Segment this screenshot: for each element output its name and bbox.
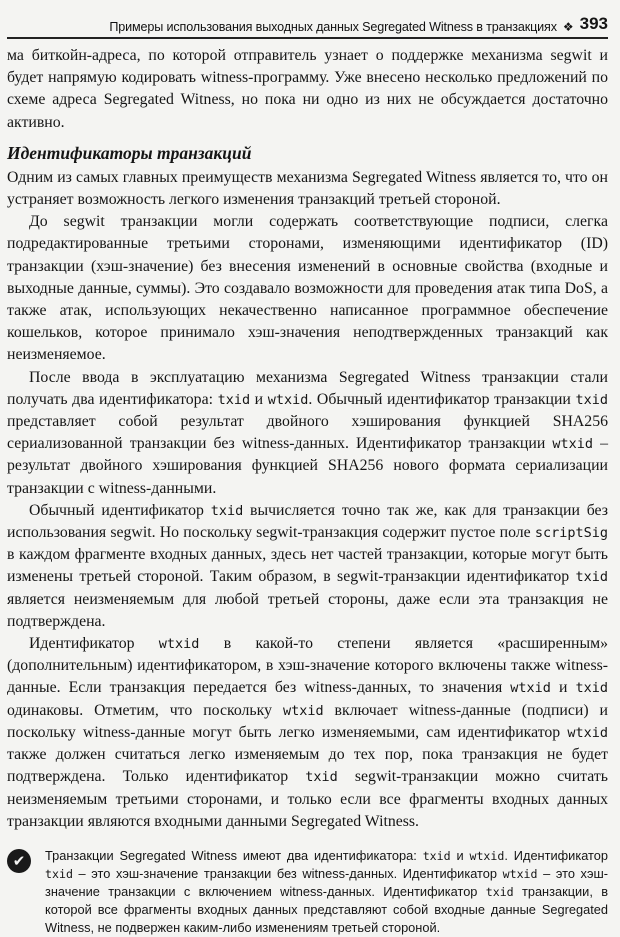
code-txid: txid (575, 391, 608, 408)
text-run: segwit-транзакции можно считать неизменяемым третьими сторонами, и только если все фрагменты входных данных транзакции являются входными данными Segregated Witness. (7, 768, 608, 830)
text-run: представляет собой результат двойного хэширования функцией SHA256 сериализованной транзакции без witness-данных. Идентификатор транзакции (7, 413, 608, 453)
text-run: в каждом фрагменте входных данных, здесь нет частей транзакции, которые могут быть изменены третьей стороной. Таким образом, в segwit-транзакции идентификатор (7, 546, 608, 586)
code-txid: txid (575, 680, 609, 697)
code-wtxid: wtxid (552, 436, 594, 453)
code-wtxid: wtxid (267, 391, 309, 408)
text-run: и (250, 390, 268, 408)
text-run: Обычный идентификатор (29, 501, 211, 519)
paragraph-two-identifiers (7, 367, 608, 500)
code-txid: txid (210, 502, 244, 519)
code-wtxid: wtxid (282, 702, 324, 719)
page-header (7, 0, 608, 39)
text-run: – это хэш-значение транзакции с включением witness-данных. Идентификатор (45, 865, 608, 899)
text-run: и (450, 847, 470, 863)
text-run: – это хэш-значение транзакции без witness-данных. Идентификатор (72, 865, 503, 881)
code-wtxid: wtxid (469, 848, 505, 863)
tip-note-text (45, 847, 608, 937)
code-scriptsig: scriptSig (534, 525, 608, 542)
text-run: транзакции, в которой все фрагменты входных данных представляют собой входные данные Segregated Witness, не подвержен каким-либо изменениям третьей стороной. (45, 883, 608, 935)
body-text (7, 45, 608, 833)
paragraph-wtxid (7, 633, 608, 833)
paragraph-pre-segwit: До segwit транзакции могли содержать соответствующие подписи, слегка подредактированные третьими сторонами, изменяющими идентификатор (ID) транзакции (хэш-значение) без внесения изменений в основные свойства (входные и выходные данные, суммы). Это создавало возможности для проведения атак типа DoS, а также атак, использующих некачественно написанное программное обеспечение кошельков, которое принимало хэш-значения неподтвержденных транзакций как неизменяемое. (7, 213, 608, 364)
text-run: включает witness-данные (подписи) и поскольку witness-данные могут быть легко изменяемыми, сам идентификатор (7, 701, 608, 741)
text-run: После ввода в эксплуатацию механизма Segregated Witness транзакции стали получать два идентификатора: (7, 368, 608, 408)
code-wtxid: wtxid (567, 724, 608, 741)
text-run: одинаковы. Отметим, что поскольку (7, 701, 283, 719)
code-txid: txid (422, 848, 451, 863)
code-txid: txid (305, 769, 338, 786)
text-run: также должен считаться легко изменяемым до тех пор, пока транзакция не будет подтверждена. Только идентификатор (7, 746, 608, 786)
paragraph-txid (7, 500, 608, 633)
diamond-ornament-icon: ❖ (562, 20, 574, 34)
text-run: – результат двойного хэширования функцией SHA256 нового формата сериализации транзакции с witness-данными. (7, 435, 608, 497)
text-run: в какой-то степени является «расширенным» (дополнительным) идентификатором, в хэш-значение которого включены также witness-данные. Если транзакция передается без witness-данных, то значения (7, 635, 609, 697)
code-txid: txid (217, 391, 251, 408)
code-txid: txid (575, 569, 608, 586)
text-run: является неизменяемым для любой третьей стороны, даже если эта транзакция не подтверждена. (7, 590, 608, 630)
checkmark-icon: ✔ (7, 849, 31, 873)
code-wtxid: wtxid (510, 680, 551, 697)
paragraph-continuation: ма биткойн-адреса, по которой отправитель узнает о поддержке механизма segwit и будет напрямую кодировать witness-программу. Уже внесено несколько предложений по схеме адреса Segregated Witness, но пока ни одно из них не обсуждается достаточно активно. (7, 47, 608, 131)
code-wtxid: wtxid (502, 866, 538, 881)
paragraph-intro: Одним из самых главных преимуществ механизма Segregated Witness является то, что он устраняет возможность легкого изменения транзакций третьей стороной. (7, 168, 608, 209)
code-wtxid: wtxid (158, 636, 200, 653)
code-txid: txid (485, 884, 514, 899)
page-number: 393 (579, 14, 608, 33)
tip-note (7, 847, 608, 937)
text-run: вычисляется точно так же, как для транзакции без использования segwit. Но поскольку segwit-транзакция содержит пустое поле (7, 501, 608, 542)
running-title: Примеры использования выходных данных Segregated Witness в транзакциях (109, 20, 557, 34)
text-run: . Идентификатор (504, 847, 608, 863)
section-heading: Идентификаторы транзакций (7, 142, 252, 163)
text-run: Идентификатор (29, 635, 159, 653)
text-run: Транзакции Segregated Witness имеют два идентификатора: (45, 847, 423, 863)
text-run: и (550, 679, 576, 697)
code-txid: txid (45, 866, 73, 881)
text-run: . Обычный идентификатор транзакции (308, 390, 576, 408)
